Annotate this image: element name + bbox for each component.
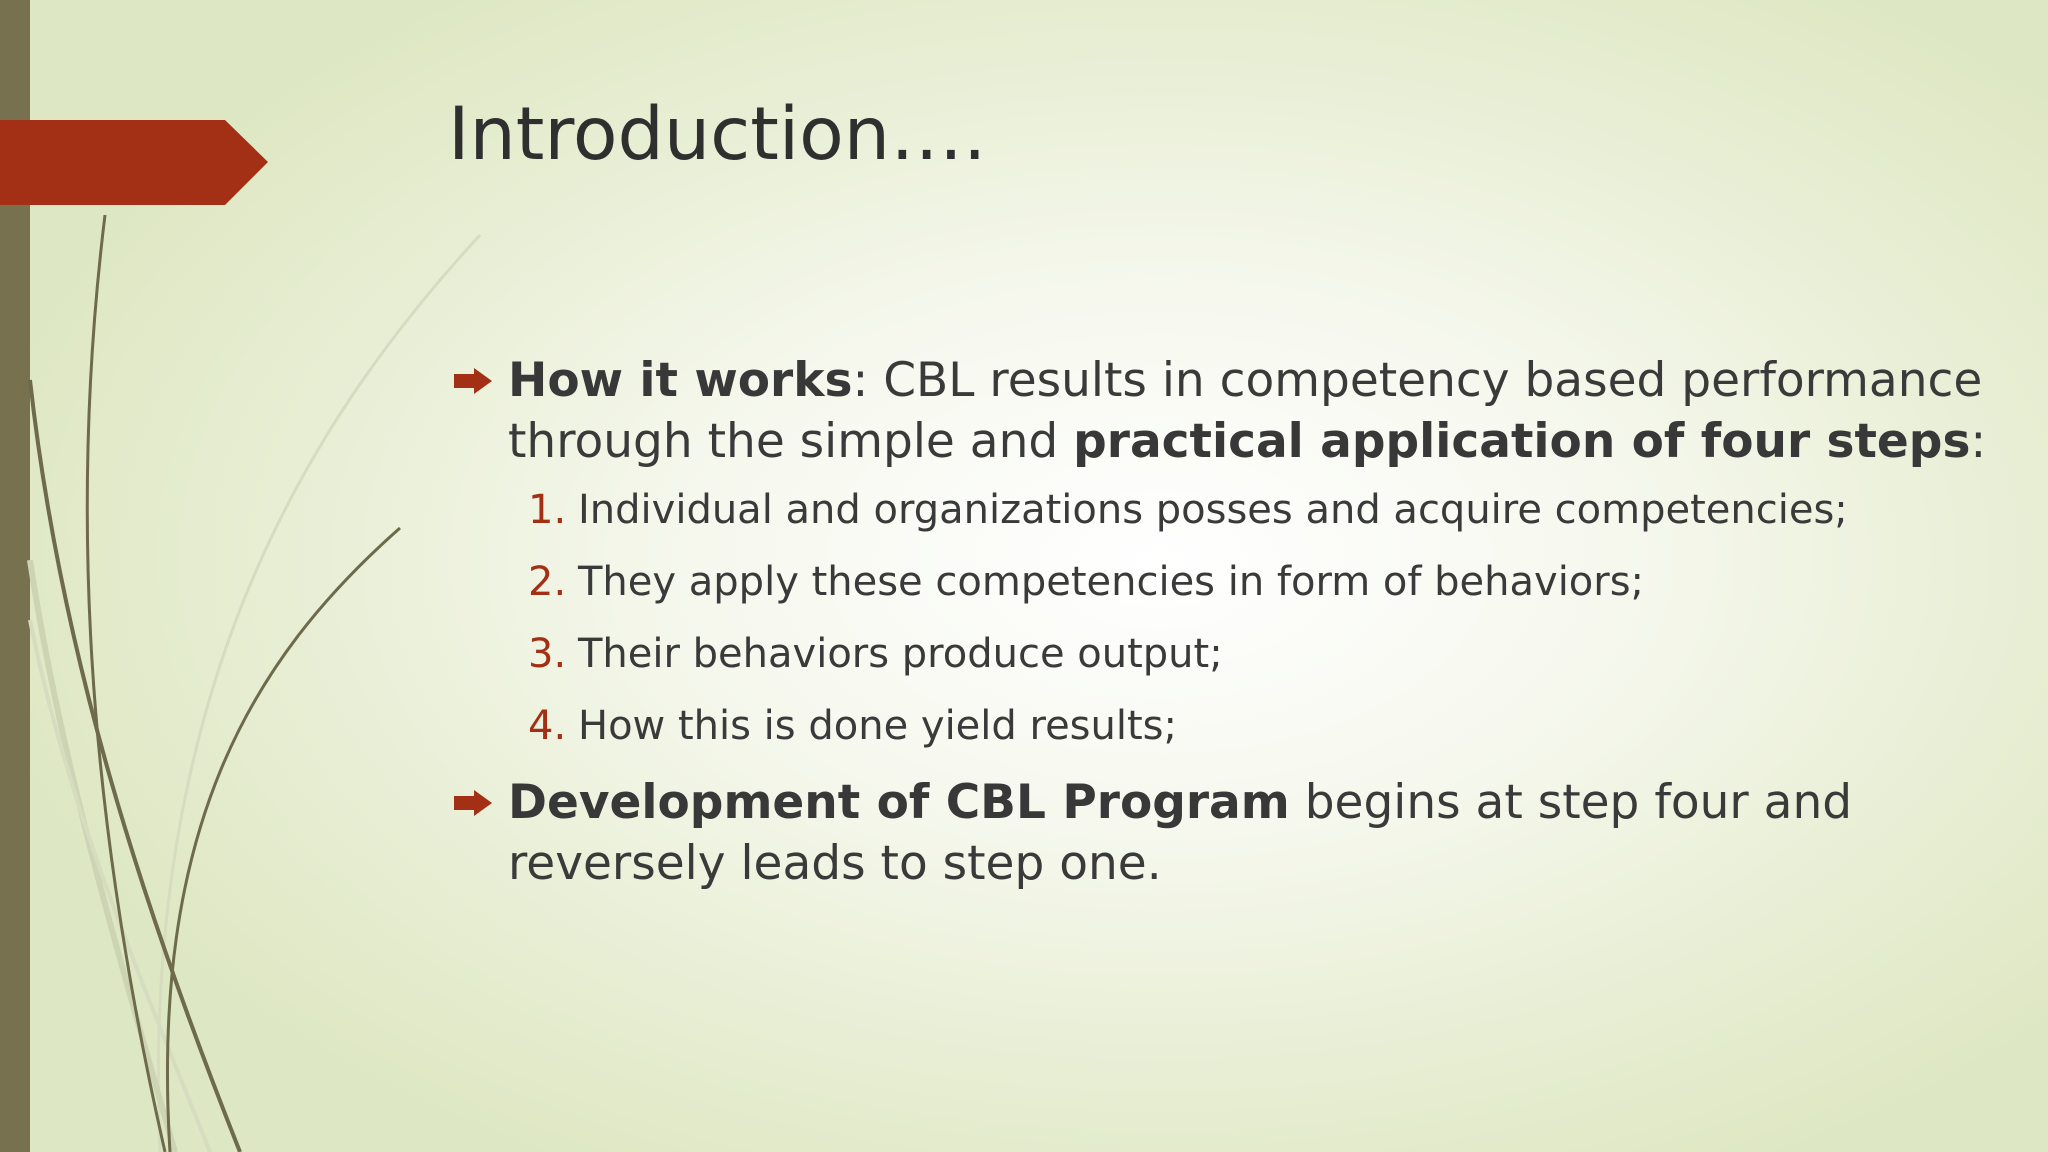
step-text: Individual and organizations posses and acquire competencies; [578, 487, 1848, 533]
slide-title: Introduction…. [448, 92, 987, 177]
title-flag-shape [0, 120, 268, 205]
stem-pale-2 [30, 560, 175, 1152]
step-number: 3. [528, 631, 567, 677]
arrow-bullet-icon [454, 790, 492, 816]
step-number: 1. [528, 487, 567, 533]
bullet-bold-heading: How it works [508, 353, 853, 408]
bullet-text: begins at step four and reversely leads to step one. [508, 775, 1853, 891]
stem-pale-1 [158, 235, 480, 1152]
step-text: How this is done yield results; [578, 703, 1177, 749]
list-item [528, 484, 2008, 536]
step-number: 4. [528, 703, 567, 749]
stem-dark-2 [30, 380, 240, 1152]
bullet-text: : CBL results in competency based performance through the simple and [508, 353, 1983, 469]
bullet-bold-phrase: practical application of four steps [1073, 414, 1971, 469]
arrow-bullet-icon [454, 368, 492, 394]
bullet-development [448, 772, 2008, 894]
steps-list [448, 484, 2008, 752]
slide-content [448, 350, 2008, 894]
bullet-text-end: : [1970, 414, 1987, 469]
bullet-how-it-works [448, 350, 2008, 472]
list-item [528, 628, 2008, 680]
step-number: 2. [528, 559, 567, 605]
list-item [528, 700, 2008, 752]
step-text: They apply these competencies in form of behaviors; [578, 559, 1645, 605]
bullet-bold-heading: Development of CBL Program [508, 775, 1290, 830]
step-text: Their behaviors produce output; [578, 631, 1223, 677]
list-item [528, 556, 2008, 608]
